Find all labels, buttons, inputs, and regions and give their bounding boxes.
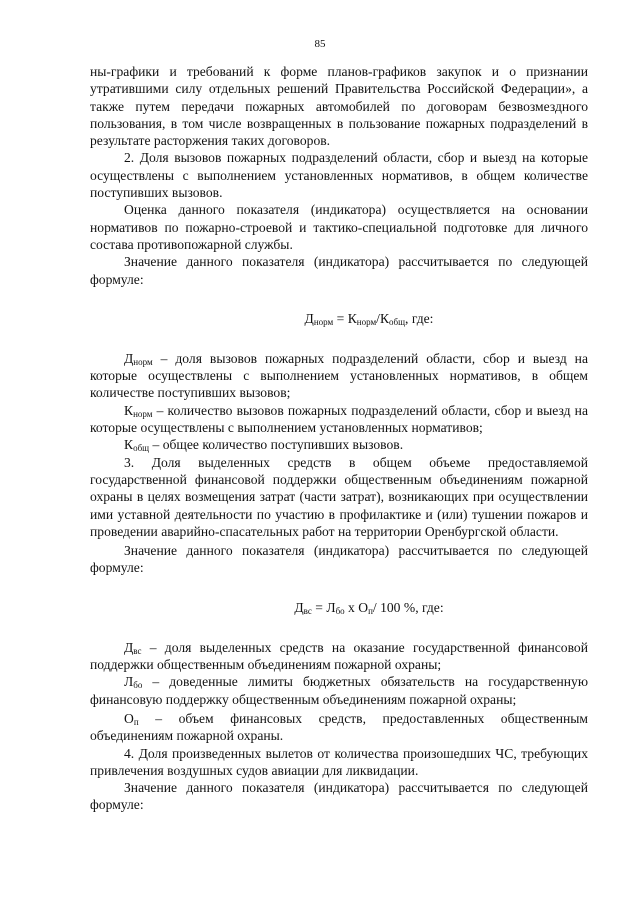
paragraph-indicator-2: 2. Доля вызовов пожарных подразделений области, сбор и выезд на которые осуществлены с выполнением установленных нормативов, в общем количестве поступивших вызовов. [90,150,588,201]
paragraph-indicator-4: 4. Доля произведенных вылетов от количества произошедших ЧС, требующих привлечения воздушных судов авиации для ликвидации. [90,745,588,778]
definition-k-obsch: $К_{общ}$ – общее количество поступивших вызовов. [124,437,404,454]
paragraph-formula-intro-1: Значение данного показателя (индикатора) рассчитывается по следующей формуле: [90,254,588,287]
paragraph-formula-intro-2: Значение данного показателя (индикатора) рассчитывается по следующей формуле: [90,543,588,576]
definition-l-bo: $Л_{бо}$ – доведенные лимиты бюджетных обязательств на государственную финансовую поддержку общественным объединениям пожарной охраны; [90,674,588,707]
definition-d-vs: $Д_{вс}$ – доля выделенных средств на оказание государственной финансовой поддержки общественным объединениям пожарной охраны; [90,639,588,673]
formula-1: $Д_{норм} = К_{норм}/К_{общ}$, где: [304,310,434,327]
paragraph-continuation: ны-графики и требований к форме планов-графиков закупок и о признании утратившими силу отдельных решений Правительства Российской Федерации», а также путем передачи пожарных автомобилей по договорам безвозмездного пользования, в том числе возвращенных в пользование пожарных подразделений в результате расторжения таких договоров. [90,64,588,149]
definition-d-norm: $Д_{норм}$ – доля вызовов пожарных подразделений области, сбор и выезд на которые осуществлены с выполнением установленных нормативов, в общем количестве поступивших вызовов; [90,350,588,401]
definition-o-p: $О_п$ – объем финансовых средств, предоставленных общественным объединениям пожарной охраны. [90,710,588,744]
page-number: 85 [314,38,326,50]
definition-k-norm: $К_{норм}$ – количество вызовов пожарных подразделений области, сбор и выезд на которые осуществлены с выполнением установленных нормативов; [90,402,588,436]
formula-2: $Д_{вс} = Л_{бо}$ x $О_п/$ 100 %, где: [294,599,444,616]
document-body [90,63,588,814]
paragraph-indicator-3: 3. Доля выделенных средств в общем объеме предоставляемой государственной финансовой поддержки общественным объединениям пожарной охраны в целях возмещения затрат (части затрат), возникающих при осуществлении ими уставной деятельности по участию в профилактике и (или) тушении пожаров и проведении аварийно-спасательных работ на территории Оренбургской области. [90,454,588,539]
paragraph-formula-intro-3: Значение данного показателя (индикатора) рассчитывается по следующей формуле: [90,780,588,813]
paragraph-assessment: Оценка данного показателя (индикатора) осуществляется на основании нормативов по пожарно-строевой и тактико-специальной подготовке для личного состава противопожарной службы. [90,202,588,252]
